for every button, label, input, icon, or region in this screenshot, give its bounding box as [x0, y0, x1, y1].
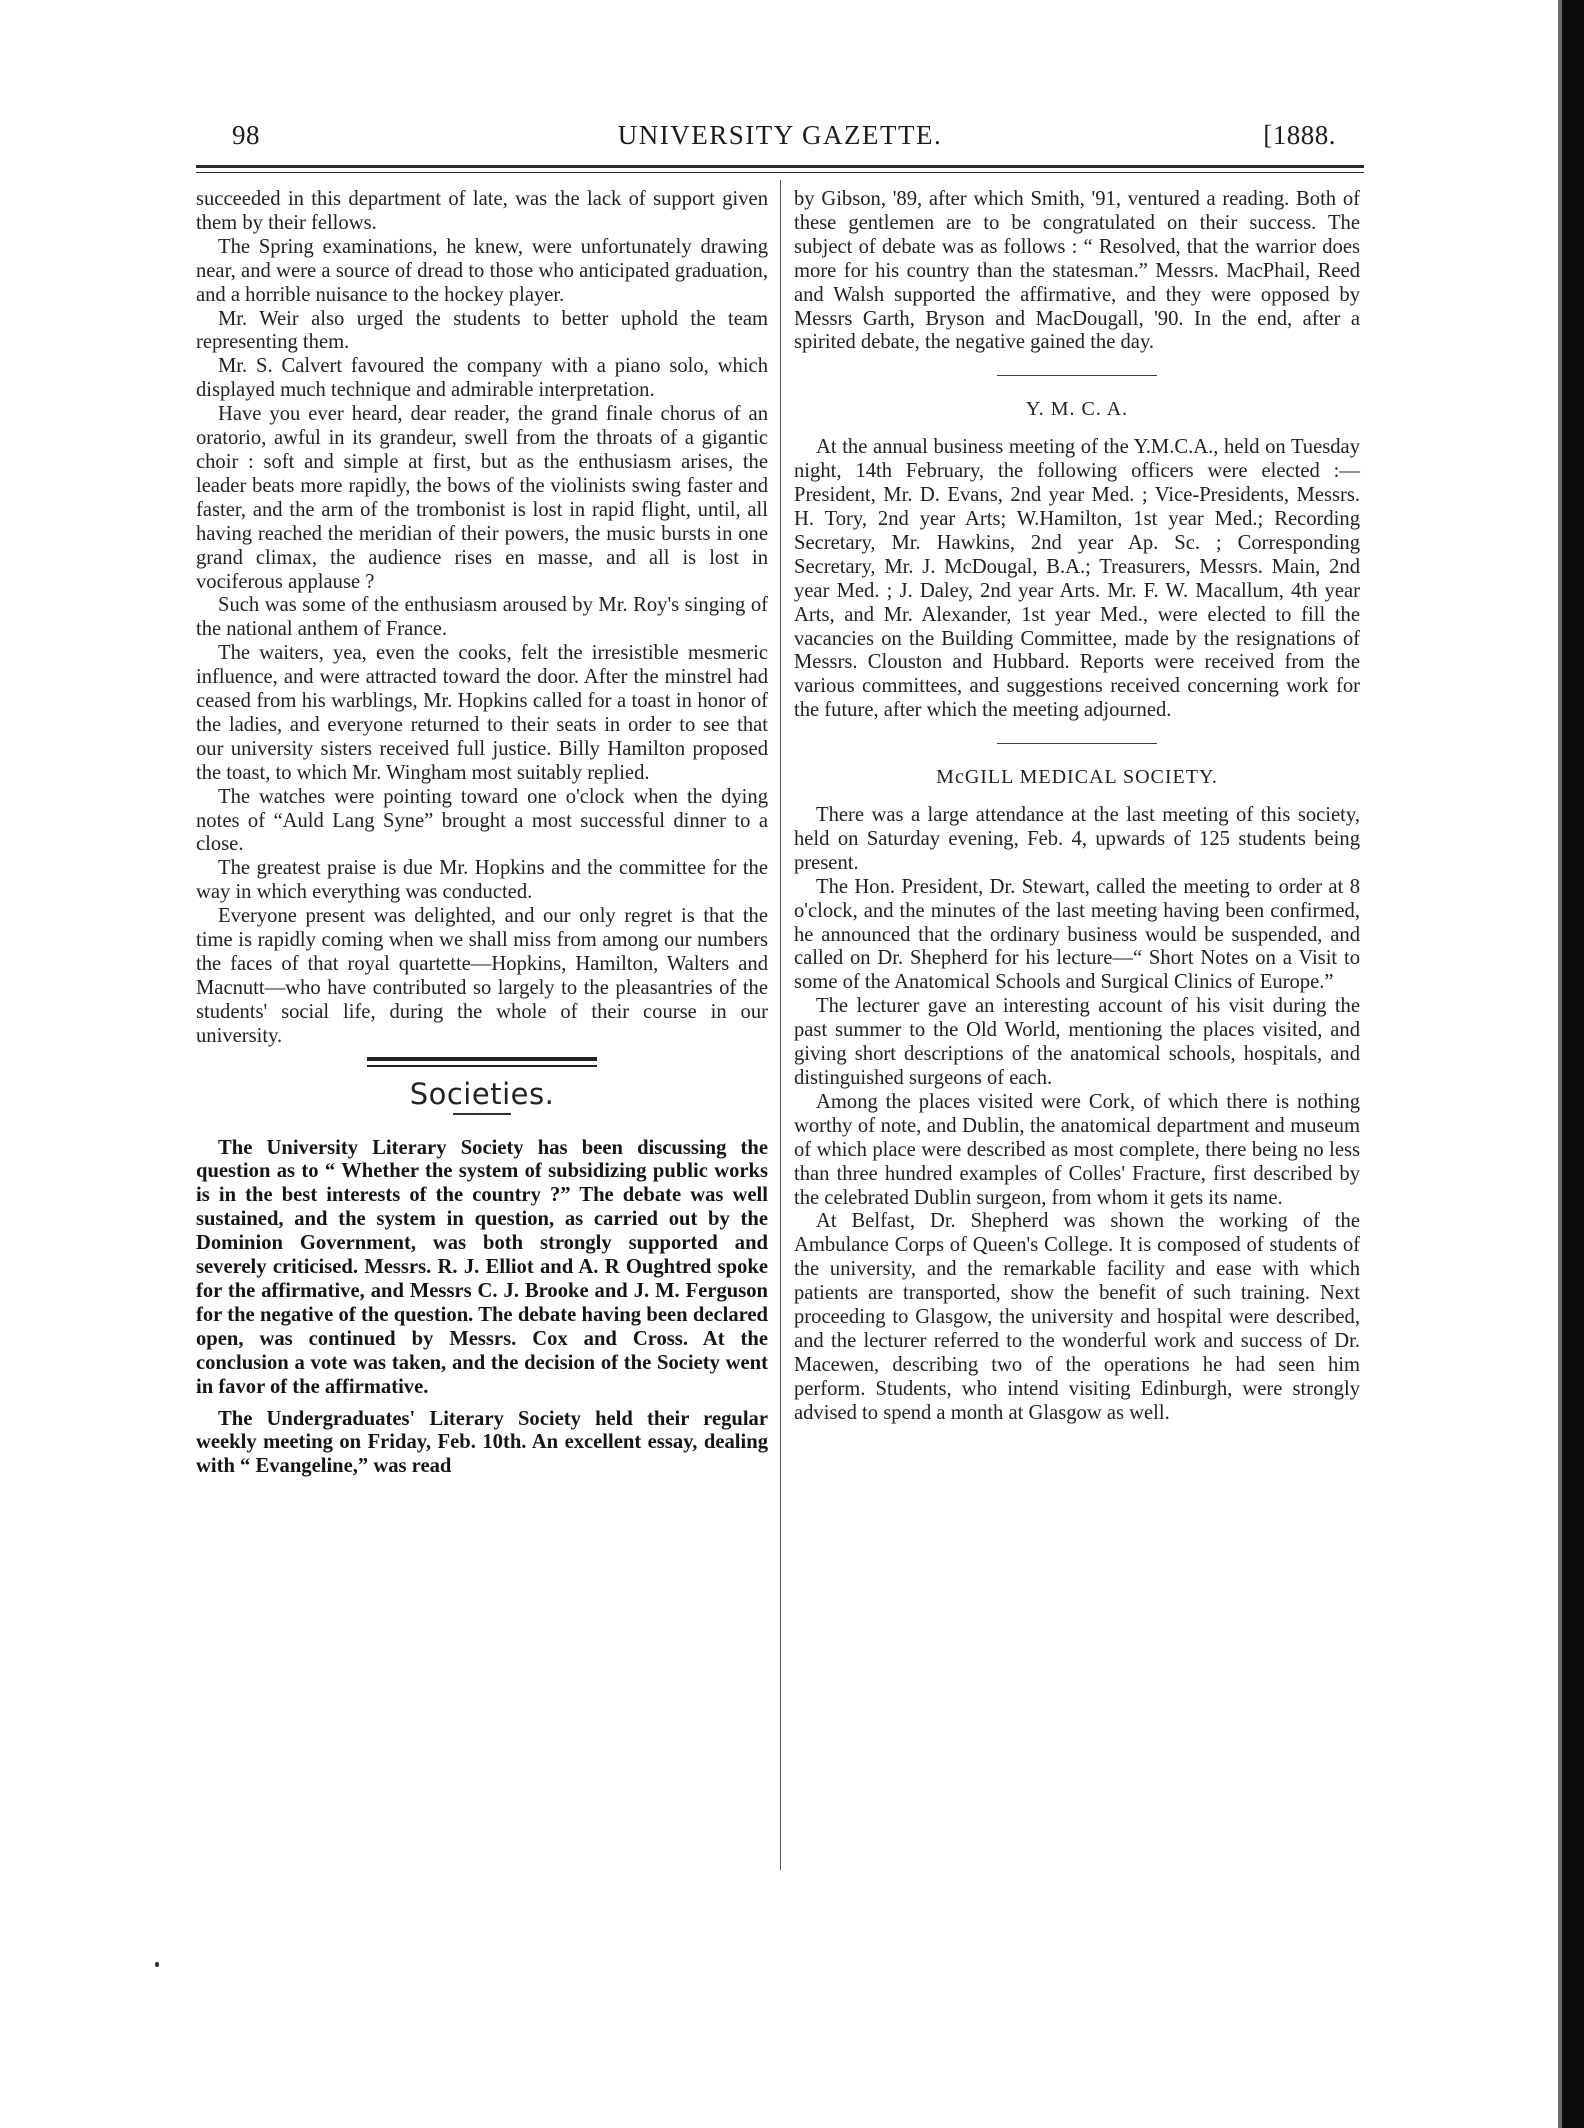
article-paragraph: The waiters, yea, even the cooks, felt the irresistible mesmeric influence, and were attracted toward the door. After the minstrel had ceased from his warblings, Mr. Hopkins called for a toast in honor of the ladies, and everyone returned to their seats in order to see that our university sisters received full justice. Billy Hamilton proposed the toast, to which Mr. Wingham most suitably replied. [196, 642, 768, 784]
ink-speck [155, 1962, 159, 1967]
section-divider-rule [997, 743, 1157, 744]
section-ornament-rule [367, 1057, 597, 1067]
page-header [196, 120, 1364, 160]
societies-heading: Societies. [409, 1076, 555, 1111]
ymca-heading: Y. M. C. A. [1025, 398, 1129, 421]
article-paragraph: The watches were pointing toward one o'clock when the dying notes of “Auld Lang Syne” brought a most successful dinner to a close. [196, 785, 768, 856]
societies-paragraph: The University Literary Society has been discussing the question as to “ Whether the system of subsidizing public works is in the best interests of the country ?” The debate was well sustained, and the system in question, as carried out by the Dominion Government, was both strongly supported and severely criticised. Messrs. R. J. Elliot and A. R Oughtred spoke for the affirmative, and Messrs C. J. Brooke and J. M. Ferguson for the negative of the question. The debate having been declared open, was continued by Messrs. Cox and Cross. At the conclusion a vote was taken, and the decision of the Society went in favor of the affirmative. [196, 1136, 768, 1398]
medical-society-heading: McGILL MEDICAL SOCIETY. [936, 766, 1218, 789]
right-column [794, 188, 1360, 1426]
section-divider-rule [997, 375, 1157, 376]
column-divider [780, 180, 781, 1870]
medical-paragraph: The Hon. President, Dr. Stewart, called the meeting to order at 8 o'clock, and the minutes of the last meeting having been confirmed, he announced that the ordinary business would be suspended, and called on Dr. Shepherd for his lecture—“ Short Notes on a Visit to some of the Anatomical Schools and Surgical Clinics of Europe.” [794, 875, 1360, 994]
ymca-paragraph: At the annual business meeting of the Y.M.C.A., held on Tuesday night, 14th February, the following officers were elected :—President, Mr. D. Evans, 2nd year Med. ; Vice-Presidents, Messrs. H. Tory, 2nd year Arts; W.Hamilton, 1st year Med.; Recording Secretary, Mr. Hawkins, 2nd year Ap. Sc. ; Corresponding Secretary, Mr. J. McDougal, B.A.; Treasurers, Messrs. Main, 2nd year Med. ; J. Daley, 2nd year Arts. Mr. F. W. Macallum, 4th year Arts, and Mr. Alexander, 1st year Med., were elected to fill the vacancies on the Building Committee, made by the resignations of Messrs. Clouston and Hubbard. Reports were received from the various committees, and suggestions received concerning work for the future, after which the meeting adjourned. [794, 436, 1360, 722]
societies-paragraph: The Undergraduates' Literary Society held their regular weekly meeting on Friday, Feb. 10th. An excellent essay, dealing with “ Evangeline,” was read [196, 1407, 768, 1478]
societies-underline [453, 1113, 511, 1115]
scan-edge-border [1562, 0, 1584, 2128]
article-paragraph: Mr. Weir also urged the students to better uphold the team representing them. [196, 307, 768, 354]
article-paragraph: The greatest praise is due Mr. Hopkins and the committee for the way in which everything was conducted. [196, 857, 768, 904]
article-paragraph: Mr. S. Calvert favoured the company with a piano solo, which displayed much technique and admirable interpretation. [196, 355, 768, 402]
medical-paragraph: There was a large attendance at the last meeting of this society, held on Saturday evening, Feb. 4, upwards of 125 students being present. [794, 804, 1360, 874]
issue-year: [1888. [1263, 120, 1336, 150]
left-column [196, 188, 768, 1479]
medical-paragraph: At Belfast, Dr. Shepherd was shown the working of the Ambulance Corps of Queen's College. It is composed of students of the university, and the remarkable facility and ease with which patients are transported, show the benefit of such training. Next proceeding to Glasgow, the university and hospital were described, and the lecturer referred to the wonderful work and success of Dr. Macewen, describing two of the operations he had seen him perform. Students, who intend visiting Edinburgh, were strongly advised to spend a month at Glasgow as well. [794, 1210, 1360, 1424]
article-paragraph: The Spring examinations, he knew, were unfortunately drawing near, and were a source of dread to those who anticipated graduation, and a horrible nuisance to the hockey player. [196, 235, 768, 306]
article-paragraph: Have you ever heard, dear reader, the grand finale chorus of an oratorio, awful in its grandeur, swell from the throats of a gigantic choir : soft and simple at first, but as the enthusiasm arises, the leader beats more rapidly, the bows of the violinists swing faster and faster, and the arm of the trombonist is lost in rapid flight, until, all having reached the meridian of their powers, the music bursts in one grand climax, the audience rises en masse, and all is lost in vociferous applause ? [196, 403, 768, 593]
header-double-rule [196, 165, 1364, 173]
article-paragraph: Everyone present was delighted, and our only regret is that the time is rapidly coming when we shall miss from among our numbers the faces of that royal quartette—Hopkins, Hamilton, Walters and Macnutt—who have contributed so largely to the pleasantries of the students' social life, during the whole of their course in our university. [196, 905, 768, 1047]
medical-paragraph: The lecturer gave an interesting account of his visit during the past summer to the Old World, mentioning the places visited, and giving short descriptions of the anatomical schools, hospitals, and distinguished surgeons of each. [794, 995, 1360, 1089]
article-paragraph: Such was some of the enthusiasm aroused by Mr. Roy's singing of the national anthem of France. [196, 594, 768, 641]
publication-title: UNIVERSITY GAZETTE. [617, 120, 943, 150]
article-paragraph: succeeded in this department of late, was the lack of support given them by their fellows. [196, 188, 768, 234]
debate-paragraph: by Gibson, '89, after which Smith, '91, ventured a reading. Both of these gentlemen are to be congratulated on their success. The subject of debate was as follows : “ Resolved, that the warrior does more for his country than the statesman.” Messrs. MacPhail, Reed and Walsh supported the affirmative, and they were opposed by Messrs Garth, Bryson and MacDougall, '90. In the end, after a spirited debate, the negative gained the day. [794, 188, 1360, 354]
medical-paragraph: Among the places visited were Cork, of which there is nothing worthy of note, and Dublin, the anatomical department and museum of which place were described as most complete, there being no less than three hundred examples of Colles' Fracture, first described by the celebrated Dublin surgeon, from whom it gets its name. [794, 1090, 1360, 1209]
page-number: 98 [232, 120, 260, 150]
